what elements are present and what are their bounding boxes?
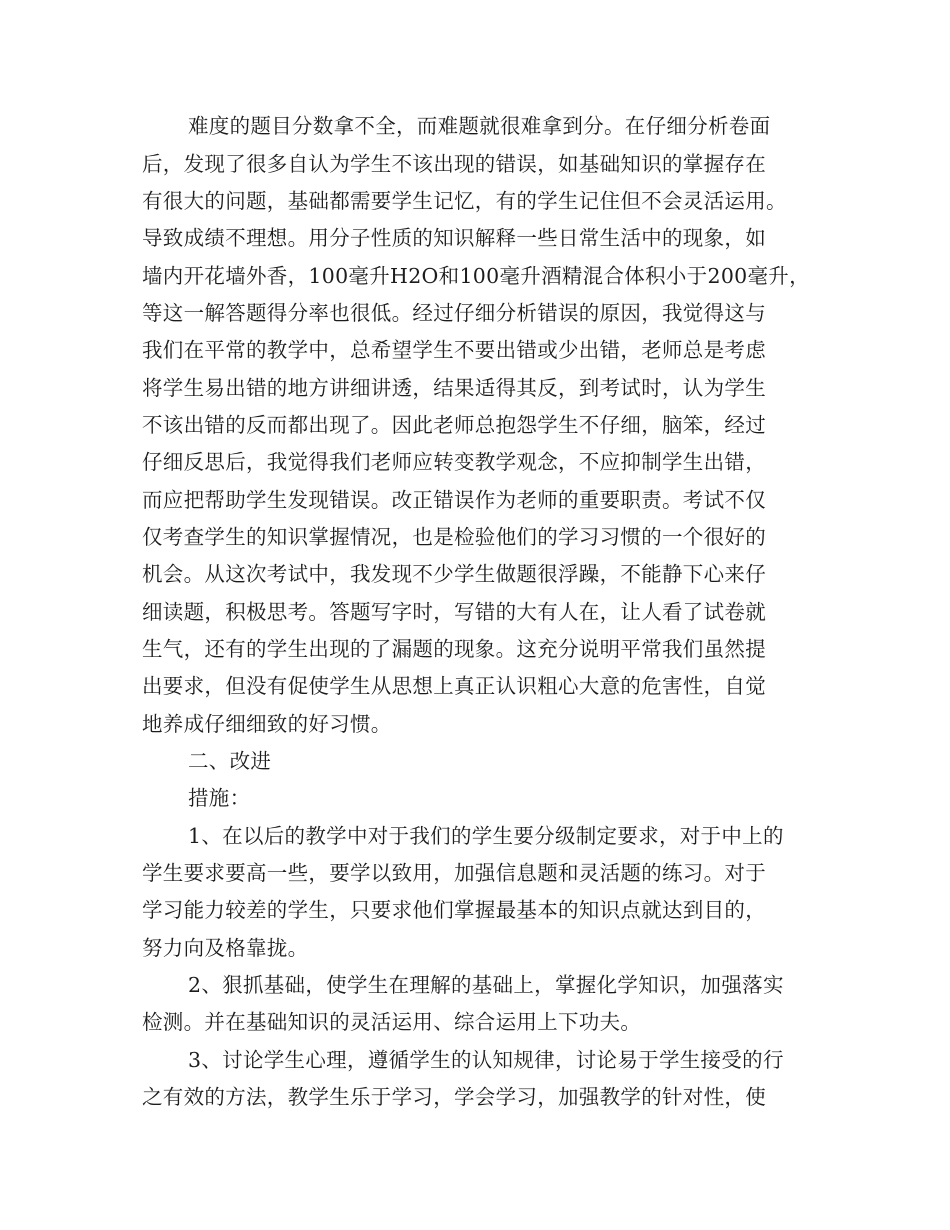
text-line: 机会。从这次考试中，我发现不少学生做题很浮躁，不能静下心来仔 (142, 562, 766, 586)
text-line: 学习能力较差的学生，只要求他们掌握最基本的知识点就达到目的， (142, 898, 766, 922)
text-line: 之有效的方法，教学生乐于学习，学会学习，加强教学的针对性，使 (142, 1085, 766, 1109)
section-heading: 二、改进 (188, 749, 272, 773)
text-line: 仅考查学生的知识掌握情况，也是检验他们的学习习惯的一个很好的 (142, 525, 766, 549)
text-line: 等这一解答题得分率也很低。经过仔细分析错误的原因，我觉得这与 (142, 301, 766, 325)
text-line: 后，发现了很多自认为学生不该出现的错误，如基础知识的掌握存在 (142, 152, 766, 176)
section-subheading: 措施： (188, 786, 251, 810)
text-line: 出要求，但没有促使学生从思想上真正认识粗心大意的危害性，自觉 (142, 674, 766, 698)
text-line: 墙内开花墙外香，100毫升H2O和100毫升酒精混合体积小于200毫升， (142, 264, 810, 288)
list-item-text: 2、狠抓基础，使学生在理解的基础上，掌握化学知识，加强落实 (188, 973, 784, 997)
text-line: 有很大的问题，基础都需要学生记忆，有的学生记住但不会灵活运用。 (142, 189, 787, 213)
text-line: 导致成绩不理想。用分子性质的知识解释一些日常生活中的现象，如 (142, 226, 766, 250)
text-line: 将学生易出错的地方讲细讲透，结果适得其反，到考试时，认为学生 (142, 376, 766, 400)
text-line: 努力向及格靠拢。 (142, 936, 309, 960)
text-line: 仔细反思后，我觉得我们老师应转变教学观念，不应抑制学生出错， (142, 450, 766, 474)
text-line: 难度的题目分数拿不全，而难题就很难拿到分。在仔细分析卷面 (188, 114, 771, 138)
text-line: 而应把帮助学生发现错误。改正错误作为老师的重要职责。考试不仅 (142, 488, 766, 512)
text-line: 不该出错的反而都出现了。因此老师总抱怨学生不仔细，脑笨，经过 (142, 413, 766, 437)
text-line: 检测。并在基础知识的灵活运用、综合运用上下功夫。 (142, 1010, 642, 1034)
text-line: 我们在平常的教学中，总希望学生不要出错或少出错，老师总是考虑 (142, 338, 766, 362)
text-line: 地养成仔细细致的好习惯。 (142, 712, 392, 736)
text-line: 生气，还有的学生出现的了漏题的现象。这充分说明平常我们虽然提 (142, 637, 766, 661)
text-line: 学生要求要高一些，要学以致用，加强信息题和灵活题的练习。对于 (142, 861, 766, 885)
list-item-text: 3、讨论学生心理，遵循学生的认知规律，讨论易于学生接受的行 (188, 1048, 784, 1072)
text-line: 细读题，积极思考。答题写字时，写错的大有人在，让人看了试卷就 (142, 600, 766, 624)
list-item-text: 1、在以后的教学中对于我们的学生要分级制定要求，对于中上的 (188, 824, 784, 848)
